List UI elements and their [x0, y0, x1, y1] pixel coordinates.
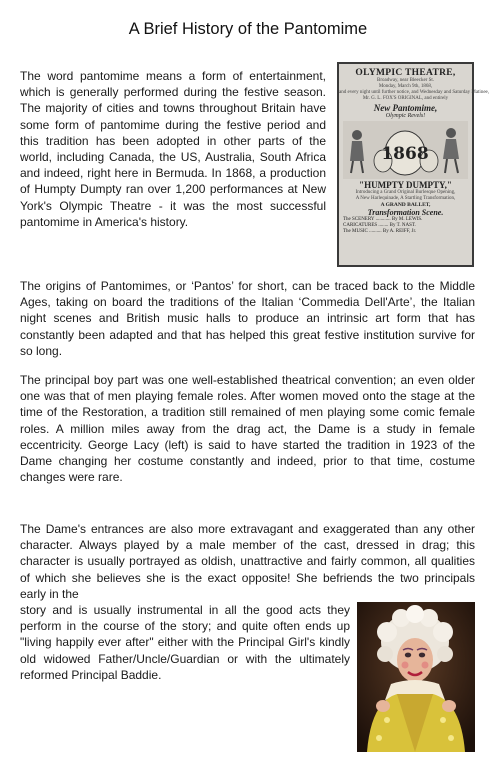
poster-date: Monday, March 9th, 1868, [378, 84, 433, 89]
poster-presenter: Mr. G. L. FOX'S ORIGINAL, and entirely [362, 96, 449, 101]
paragraph-dame-story: story and is usually instrumental in all the good acts they perform in the course of the story; and quite often ends up "living happily ever after" either with the Principal Girl's kindly old widowed Father/Uncle/Guardian or with the ultimately reformed Principal Baddie. [20, 603, 350, 682]
paragraph-intro: The word pantomime means a form of entertainment, which is generally performed during the festive season. The majority of cities and towns throughout Britain have some form of pantomime during the festive period and this tradition has been adopted in other parts of the world, including Canada, the US, Australia, South Africa and indeed, right here in Bermuda. In 1868, a production of Humpty Dumpty ran over 1,200 performances at New York's Olympic Theatre - it was the most successful pantomime in America's history. [20, 69, 326, 229]
poster-credit-caricatures: CARICATURES ........ By T. NAST. [343, 223, 416, 228]
paragraph-origins: The origins of Pantomimes, or ‘Pantos’ for short, can be traced back to the Middle Ages, taking on board the traditions of the Italian ‘Commedia Dell'Arte’, the Italian night scenes and British music halls to produce an intrinsic art form that has constantly been adapted and that has helped this great festive institution survive for so long. [20, 279, 475, 358]
poster-detail-1: and every night until further notice, and Wednesday and Saturday Matinee, [339, 90, 490, 95]
poster-detail-3: A New Harlequinade, A Startling Transformation, [355, 196, 456, 201]
poster-year: 1868 [381, 144, 429, 164]
paragraph-principal-boy: The principal boy part was one well-established theatrical convention; an even older one was that of men playing female roles. After women moved onto the stage at the time of the Restoration, a tradition still remained of men playing some comic female roles. A million miles away from the drag act, the Dame is a study in female eccentricity. George Lacy (left) is said to have started the tradition in 1923 of the Dame changing her costume constantly and indeed, prior to that time, costume changes were rare. [20, 373, 475, 485]
poster-detail-2: Introducing a Grand Original Burlesque Opening, [355, 190, 456, 195]
poster-ballet: A GRAND BALLET, [380, 202, 431, 208]
poster-illustration [343, 121, 468, 179]
poster-new-panto: New Pantomime, [373, 103, 438, 113]
poster-address: Broadway, near Bleecker St. [376, 78, 434, 83]
poster-credit-music: The MUSIC .......... By A. REIFF, Jr. [343, 229, 417, 234]
poster-credit-scenery: The SCENERY ............ By M. LEWIS. [343, 217, 423, 222]
poster-theatre: OLYMPIC THEATRE, [355, 68, 456, 78]
poster-show-title: "HUMPTY DUMPTY," [359, 180, 452, 190]
page-title: A Brief History of the Pantomime [128, 20, 368, 38]
pantomime-dame-photo [357, 602, 475, 752]
humpty-dumpty-poster-image [337, 62, 490, 267]
poster-transformation: Transformation Scene. [367, 208, 444, 217]
poster-revel: Olympic Revels! [385, 113, 426, 119]
paragraph-dame-entrances: The Dame's entrances are also more extravagant and exaggerated than any other character. Always played by a male member of the cast, dressed in drag; this character is usually portrayed as oldish, unattractive and fairly common, all qualities of which she believes she is the exact opposite! She befriends the two principals early in the [20, 522, 475, 601]
